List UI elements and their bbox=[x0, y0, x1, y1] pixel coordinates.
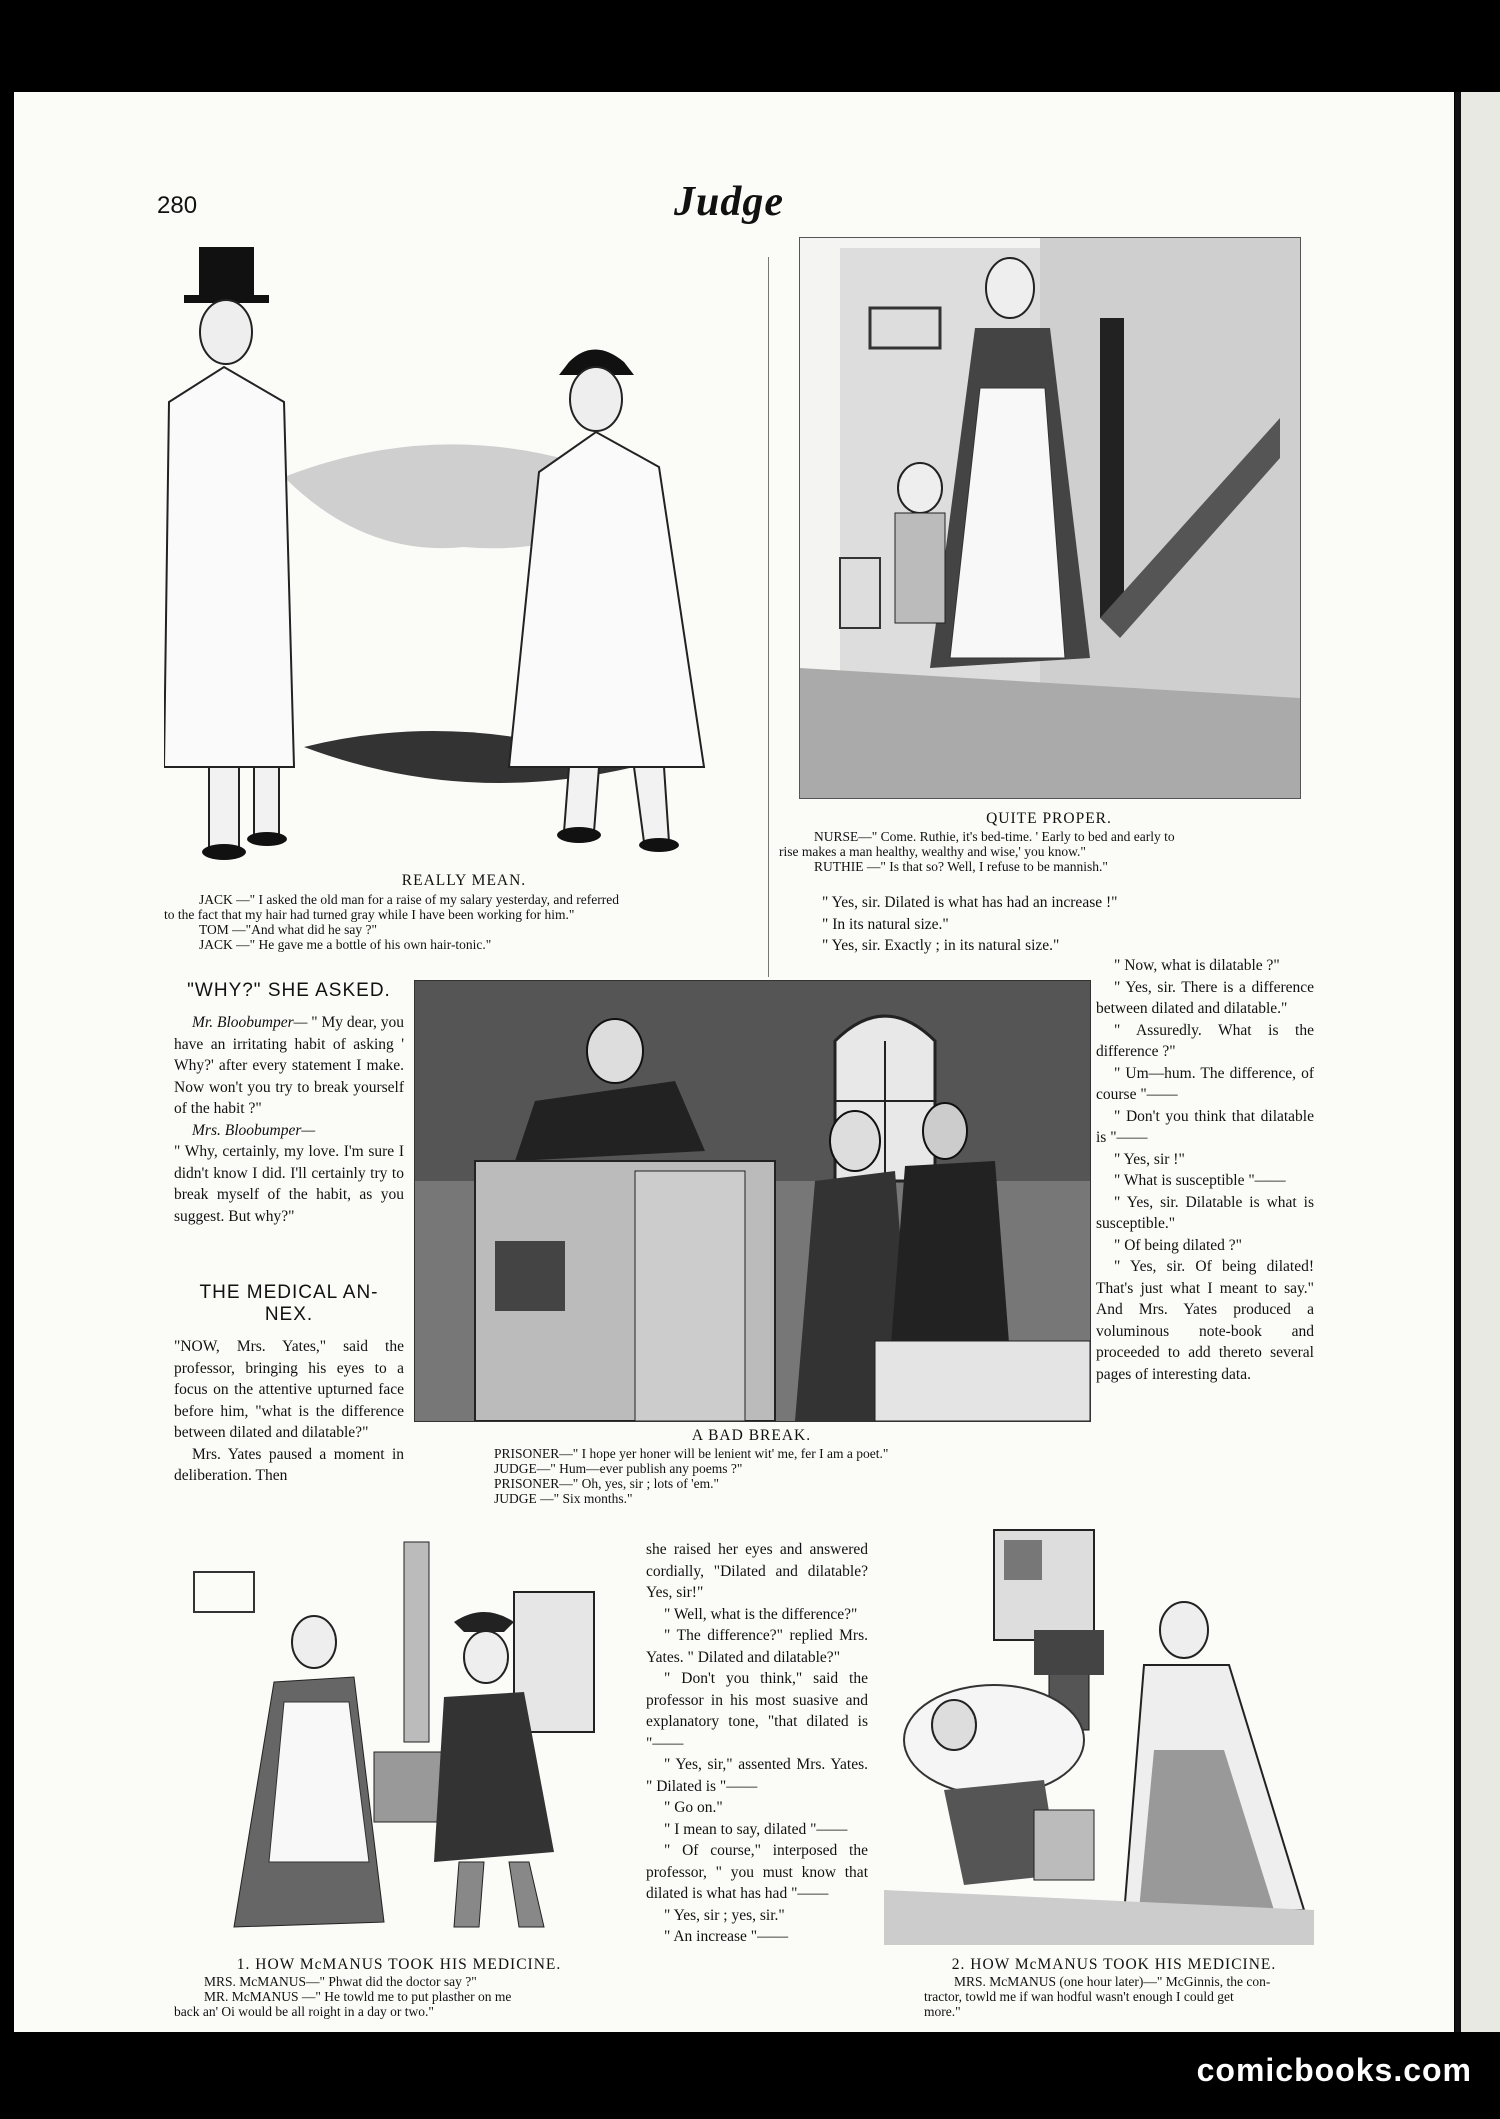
dialogue-line: " Yes, sir. There is a difference between dilated and dilatable." bbox=[1096, 978, 1314, 1017]
caption-line: JACK —" I asked the old man for a raise of my salary yesterday, and referred bbox=[199, 892, 619, 907]
mcmanus-1-caption bbox=[174, 1974, 634, 2019]
medical-annex-story bbox=[174, 1282, 404, 1487]
paragraph: "NOW, Mrs. Yates," said the professor, bringing his eyes to a focus on the attentive upturned face before him, "what is the difference between dilated and dilatable?" bbox=[174, 1338, 404, 1441]
mcmanus-1-illustration bbox=[174, 1532, 634, 1942]
caption-line: PRISONER—" Oh, yes, sir ; lots of 'em." bbox=[494, 1476, 719, 1491]
medical-annex-right-column bbox=[1096, 955, 1314, 1385]
dialogue-line: " What is susceptible "—— bbox=[1114, 1172, 1286, 1189]
dialogue-line: " Yes, sir !" bbox=[1114, 1150, 1185, 1168]
caption-line: more." bbox=[924, 2004, 961, 2019]
bad-break-title: A BAD BREAK. bbox=[691, 1427, 812, 1444]
dialogue-line: " Yes, sir," assented Mrs. Yates. " Dilated is "—— bbox=[646, 1756, 868, 1795]
caption-line: JACK —" He gave me a bottle of his own hair-tonic." bbox=[199, 937, 492, 952]
mcmanus-2-caption bbox=[924, 1974, 1334, 2019]
caption-line: PRISONER—" I hope yer honer will be lenient wit' me, fer I am a poet." bbox=[494, 1446, 889, 1461]
caption-line: RUTHIE —" Is that so? Well, I refuse to be mannish." bbox=[814, 859, 1108, 874]
speech: " Why, certainly, my love. I'm sure I didn't know I did. I'll certainly try to break myself of the habit, as you suggest. But why?" bbox=[174, 1143, 404, 1225]
speech: " My dear, you have an irritating habit of asking ' Why?' after every statement I make. Now won't you try to break yourself of the habit ?" bbox=[174, 1014, 404, 1117]
story-body bbox=[174, 1336, 404, 1487]
caption-line: MRS. McMANUS—" Phwat did the doctor say ?" bbox=[204, 1974, 477, 1989]
caption-line: tractor, towld me if wan hodful wasn't enough I could get bbox=[924, 1989, 1234, 2004]
adjacent-page-edge bbox=[1455, 92, 1500, 2032]
speaker-name: Mr. Bloobumper— bbox=[192, 1014, 308, 1031]
dialogue-line: " Yes, sir. Exactly ; in its natural size." bbox=[822, 937, 1060, 954]
story-body bbox=[174, 1012, 404, 1227]
dialogue-line: she raised her eyes and answered cordially, "Dilated and dilatable? Yes, sir!" bbox=[646, 1541, 868, 1601]
caption-line: MR. McMANUS —" He towld me to put plasther on me bbox=[204, 1989, 512, 2004]
really-mean-caption bbox=[164, 892, 774, 952]
dialogue-line: " Don't you think that dilatable is "—— bbox=[1096, 1107, 1314, 1146]
caption-line: JUDGE—" Hum—ever publish any poems ?" bbox=[494, 1461, 743, 1476]
really-mean-illustration bbox=[164, 227, 764, 867]
medical-annex-top-right bbox=[804, 892, 1284, 957]
mcmanus-2-title: 2. HOW McMANUS TOOK HIS MEDICINE. bbox=[951, 1956, 1277, 1973]
watermark: comicbooks.com bbox=[1196, 2052, 1472, 2088]
medical-annex-middle-column bbox=[646, 1539, 868, 1948]
magazine-page bbox=[14, 92, 1454, 2032]
caption-line: rise makes a man healthy, wealthy and wise,' you know." bbox=[779, 844, 1086, 859]
paragraph: Mrs. Yates paused a moment in deliberation. Then bbox=[174, 1445, 404, 1484]
story-heading: THE MEDICAL AN-NEX. bbox=[199, 1282, 379, 1325]
caption-line: JUDGE —" Six months." bbox=[494, 1491, 633, 1506]
dialogue-line: " Yes, sir. Of being dilated! That's just what I meant to say." And Mrs. Yates produced a voluminous note-book and proceeded to add thereto several pages of interesting data. bbox=[1096, 1258, 1314, 1383]
masthead-logo: Judge bbox=[674, 179, 784, 225]
caption-line: MRS. McMANUS (one hour later)—" McGinnis, the con- bbox=[954, 1974, 1271, 1989]
dialogue-line: " Um—hum. The difference, of course "—— bbox=[1096, 1064, 1314, 1103]
column-divider bbox=[768, 257, 769, 977]
page-number: 280 bbox=[157, 192, 198, 219]
dialogue-line: " Go on." bbox=[664, 1799, 723, 1816]
dialogue-line: " Yes, sir. Dilated is what has had an increase !" bbox=[822, 894, 1118, 911]
dialogue-line: " I mean to say, dilated "—— bbox=[664, 1820, 848, 1838]
speaker-name: Mrs. Bloobumper— bbox=[192, 1121, 316, 1139]
caption-line: NURSE—" Come. Ruthie, it's bed-time. ' Early to bed and early to bbox=[814, 829, 1175, 844]
quite-proper-caption bbox=[779, 829, 1319, 874]
quite-proper-title: QUITE PROPER. bbox=[986, 810, 1112, 827]
really-mean-title: REALLY MEAN. bbox=[401, 872, 527, 889]
mcmanus-2-illustration bbox=[884, 1490, 1314, 1945]
caption-line: TOM —"And what did he say ?" bbox=[199, 922, 377, 937]
dialogue-line: " Don't you think," said the professor in his most suasive and explanatory tone, "that dilated is "—— bbox=[646, 1670, 868, 1752]
caption-line: back an' Oi would be all roight in a day or two." bbox=[174, 2004, 434, 2019]
caption-line: to the fact that my hair had turned gray while I have been working for him." bbox=[164, 907, 575, 922]
dialogue-line: " Yes, sir. Dilatable is what is susceptible." bbox=[1096, 1193, 1314, 1232]
bad-break-illustration bbox=[414, 980, 1091, 1422]
why-she-asked-story bbox=[174, 980, 404, 1227]
dialogue-line: " Well, what is the difference?" bbox=[664, 1605, 858, 1623]
dialogue-line: " Yes, sir ; yes, sir." bbox=[664, 1906, 785, 1924]
story-heading: "WHY?" SHE ASKED. bbox=[187, 980, 391, 1001]
dialogue-line: " Of course," interposed the professor, " you must know that dilated is what has had "—— bbox=[646, 1842, 868, 1902]
mcmanus-1-title: 1. HOW McMANUS TOOK HIS MEDICINE. bbox=[236, 1956, 562, 1973]
dialogue-line: " Assuredly. What is the difference ?" bbox=[1096, 1021, 1314, 1060]
dialogue-line: " The difference?" replied Mrs. Yates. " Dilated and dilatable?" bbox=[646, 1627, 868, 1666]
dialogue-line: " Now, what is dilatable ?" bbox=[1114, 957, 1280, 974]
dialogue-line: " An increase "—— bbox=[664, 1928, 789, 1945]
dialogue-line: " Of being dilated ?" bbox=[1114, 1236, 1243, 1254]
dialogue-line: " In its natural size." bbox=[822, 915, 949, 933]
quite-proper-illustration bbox=[799, 237, 1301, 799]
